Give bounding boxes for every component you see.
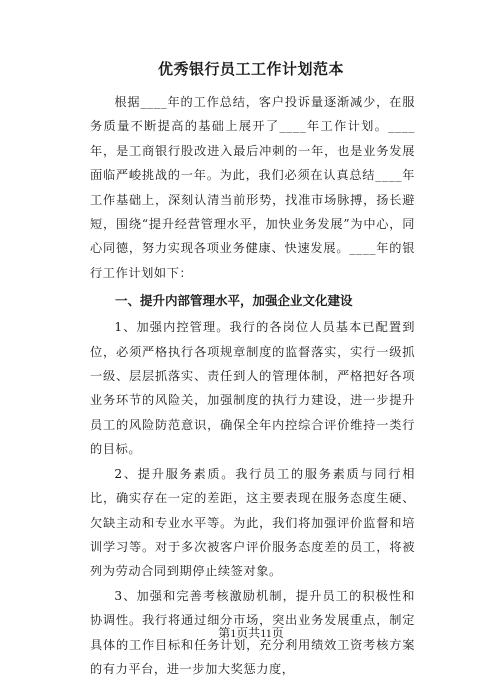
paragraph-incentive-mechanism: 3、加强和完善考核激励机制，提升员工的积极性和协调性。我行将通过细分市场，突出业务发展重点，制定具体的工作目标和任务计划，充分利用绩效工资考核方案的有力平台，进一步加大奖惩力度， [90, 588, 415, 676]
intro-paragraph: 根据____年的工作总结，客户投诉量逐渐减少，在服务质量不断提高的基础上展开了____年工作计划。____年，是工商银行股改进入最后冲刺的一年，也是业务发展面临严峻挑战的一年。为此，我们必须在认真总结____年工作基础上，深刻认清当前形势，找准市场脉搏，扬长避短，围绕“提升经营管理水平，加快业务发展”为中心，同心同德，努力实现各项业务健康、快速发展。____年的银行工作计划如下： [90, 95, 415, 280]
page-footer: 第1页共11页 [218, 626, 284, 640]
paragraph-service-quality: 2、提升服务素质。我行员工的服务素质与同行相比，确实存在一定的差距，这主要表现在服务态度生硬、欠缺主动和专业水平等。为此，我们将加强评价监督和培训学习等。对于多次被客户评价服务态度差的员工，将被列为劳动合同到期停止续签对象。 [90, 466, 415, 579]
document-title: 优秀银行员工工作计划范本 [157, 60, 344, 78]
section-heading-1: 一、提升内部管理水平，加强企业文化建设 [115, 293, 353, 309]
document-body [90, 90, 415, 681]
paragraph-internal-control: 1、加强内控管理。我行的各岗位人员基本已配置到位，必须严格执行各项规章制度的监督落实，实行一级抓一级、层层抓落实、责任到人的管理体制，严格把好各项业务环节的风险关，加强制度的执行力建设，进一步提升员工的风险防范意识，确保全年内控综合评价维持一类行的目标。 [90, 320, 415, 457]
